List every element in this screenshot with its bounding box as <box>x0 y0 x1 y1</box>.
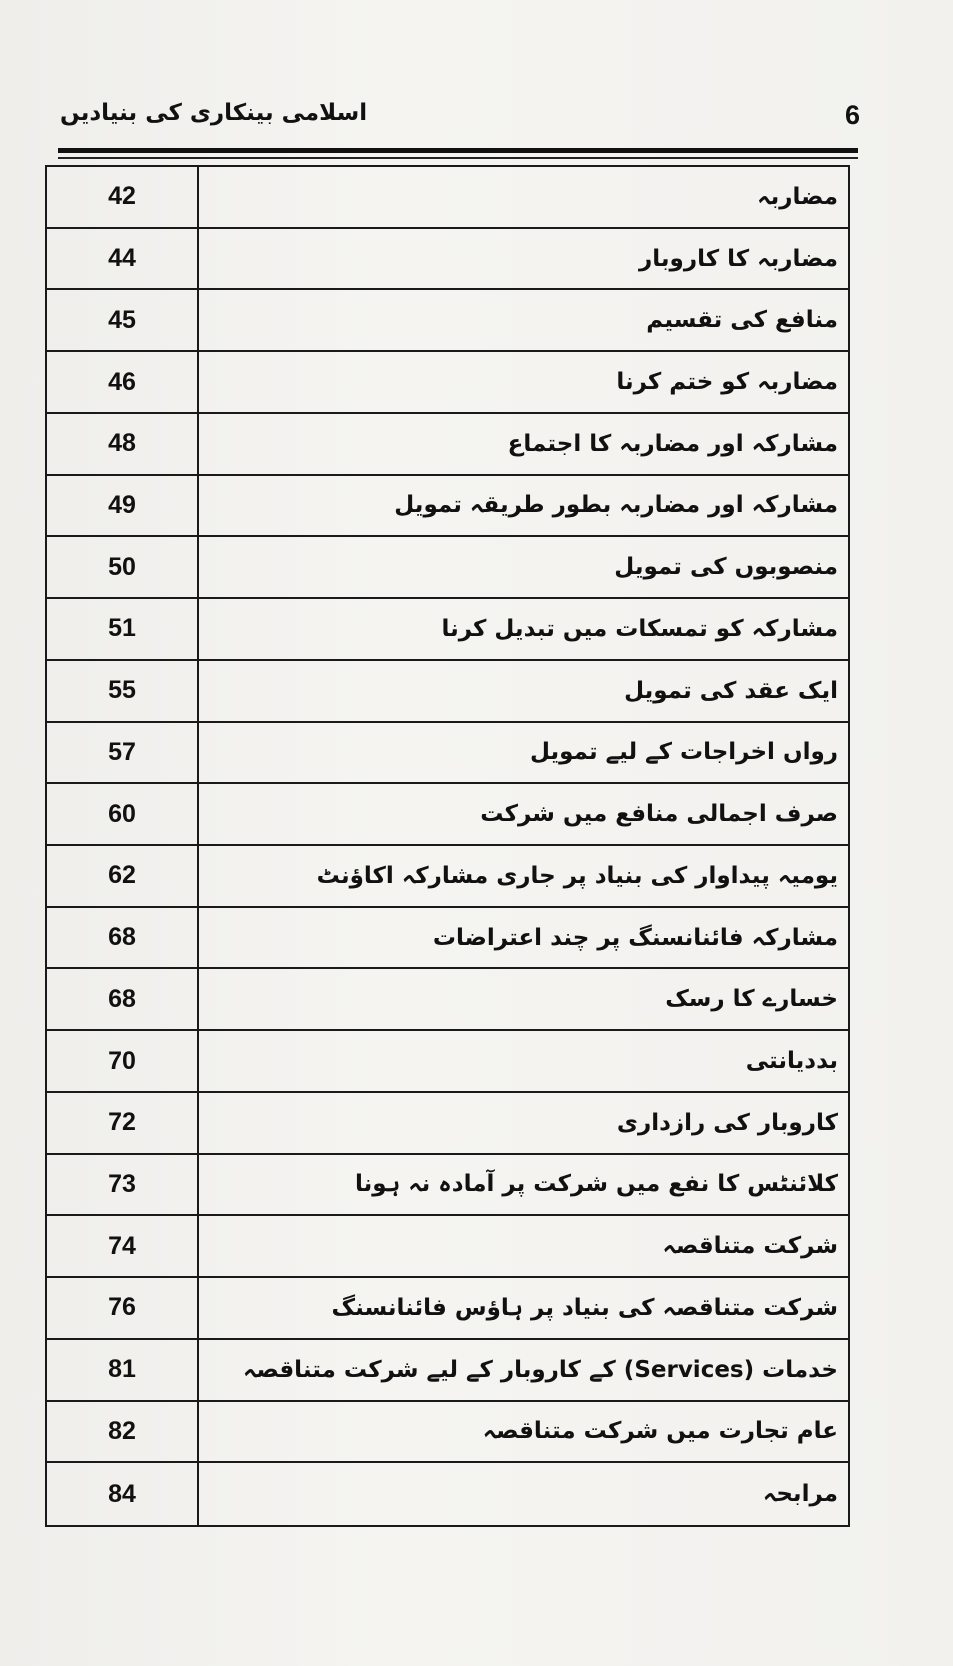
toc-entry-title: کاروبار کی رازداری <box>616 1109 838 1136</box>
toc-row <box>47 1278 848 1340</box>
toc-row <box>47 661 848 723</box>
toc-row <box>47 723 848 785</box>
toc-page-number: 72 <box>108 1108 136 1137</box>
toc-entry-title: عام تجارت میں شرکت متناقصہ <box>482 1418 838 1445</box>
toc-entry-title: مضاربہ کو ختم کرنا <box>616 369 838 396</box>
toc-page-number: 73 <box>108 1169 136 1198</box>
toc-row <box>47 476 848 538</box>
toc-page-number: 74 <box>108 1231 136 1260</box>
toc-row <box>47 969 848 1031</box>
toc-page-number: 49 <box>108 490 136 519</box>
toc-page-number: 45 <box>108 305 136 334</box>
page-header <box>60 100 860 140</box>
table-of-contents <box>45 165 850 1527</box>
toc-row <box>47 784 848 846</box>
toc-entry-title: خسارے کا رسک <box>665 986 838 1013</box>
toc-page-number: 76 <box>108 1293 136 1322</box>
toc-entry-title: مضاربہ کا کاروبار <box>639 245 838 272</box>
toc-page-number: 60 <box>108 799 136 828</box>
toc-row <box>47 1093 848 1155</box>
toc-page-number: 55 <box>108 676 136 705</box>
toc-row <box>47 414 848 476</box>
toc-page-number: 44 <box>108 244 136 273</box>
toc-entry-title: منصوبوں کی تمویل <box>614 554 838 581</box>
toc-row <box>47 1463 848 1525</box>
toc-row <box>47 537 848 599</box>
toc-row <box>47 290 848 352</box>
toc-row <box>47 167 848 229</box>
toc-entry-title: منافع کی تقسیم <box>646 307 838 334</box>
toc-entry-title: مرابحہ <box>762 1481 838 1508</box>
toc-entry-title: رواں اخراجات کے لیے تمویل <box>529 739 838 766</box>
toc-entry-title: مشارکہ فائنانسنگ پر چند اعتراضات <box>432 924 838 951</box>
toc-page-number: 70 <box>108 1046 136 1075</box>
page-number: 6 <box>844 100 860 130</box>
toc-entry-title: ایک عقد کی تمویل <box>624 677 838 704</box>
toc-row <box>47 846 848 908</box>
toc-entry-title: مشارکہ اور مضاربہ کا اجتماع <box>507 430 838 457</box>
toc-page-number: 42 <box>108 182 136 211</box>
book-title: اسلامی بینکاری کی بنیادیں <box>60 100 368 126</box>
toc-entry-title: صرف اجمالی منافع میں شرکت <box>480 801 838 828</box>
toc-row <box>47 1402 848 1464</box>
toc-entry-title: کلائنٹس کا نفع میں شرکت پر آمادہ نہ ہونا <box>355 1171 838 1198</box>
toc-page-number: 68 <box>108 923 136 952</box>
toc-page-number: 50 <box>108 552 136 581</box>
toc-row <box>47 229 848 291</box>
toc-row <box>47 599 848 661</box>
toc-page-number: 81 <box>108 1355 136 1384</box>
toc-row <box>47 352 848 414</box>
toc-page-number: 46 <box>108 367 136 396</box>
toc-row <box>47 1216 848 1278</box>
toc-page-number: 68 <box>108 984 136 1013</box>
toc-entry-title: مشارکہ کو تمسکات میں تبدیل کرنا <box>441 615 838 642</box>
toc-entry-title: مشارکہ اور مضاربہ بطور طریقہ تمویل <box>394 492 838 519</box>
toc-row <box>47 1155 848 1217</box>
toc-row <box>47 908 848 970</box>
toc-page-number: 62 <box>108 861 136 890</box>
toc-row <box>47 1340 848 1402</box>
toc-page-number: 84 <box>108 1479 136 1508</box>
toc-entry-title: یومیہ پیداوار کی بنیاد پر جاری مشارکہ اکاؤنٹ <box>316 862 838 889</box>
header-rule-thin <box>58 157 858 159</box>
toc-page-number: 57 <box>108 737 136 766</box>
toc-page-number: 82 <box>108 1416 136 1445</box>
toc-row <box>47 1031 848 1093</box>
toc-entry-title: شرکت متناقصہ <box>662 1233 838 1260</box>
toc-page-number: 48 <box>108 429 136 458</box>
toc-entry-title: مضاربہ <box>757 183 838 210</box>
toc-page-number: 51 <box>108 614 136 643</box>
toc-entry-title: خدمات (Services) کے کاروبار کے لیے شرکت متناقصہ <box>242 1356 838 1383</box>
header-rule-thick <box>58 148 858 153</box>
toc-entry-title: شرکت متناقصہ کی بنیاد پر ہاؤس فائنانسنگ <box>331 1294 838 1321</box>
toc-entry-title: بددیانتی <box>745 1048 838 1075</box>
